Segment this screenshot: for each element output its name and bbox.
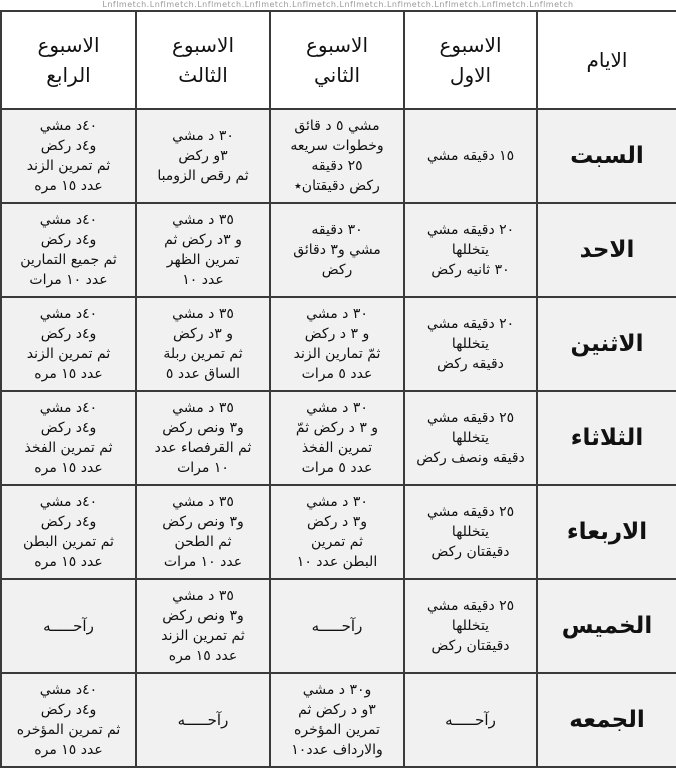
week-1-cell: ٢٥ دقيقه مشي يتخللها دقيقه ونصف ركض (404, 391, 537, 485)
header-week-2-line2: الثاني (313, 63, 360, 87)
week-3-cell: ٣٥ د مشي و ٣د ركض ثم تمرين ربلة الساق عدد ٥ (136, 297, 270, 391)
week-1-cell: ٢٠ دقيقه مشي يتخللها ٣٠ ثانيه ركض (404, 203, 537, 297)
week-3-cell: رآحـــــه (136, 673, 270, 767)
header-week-1 (404, 11, 537, 109)
table-row (1, 485, 676, 579)
table-row (1, 579, 676, 673)
header-week-3-line1: الاسبوع (171, 33, 235, 57)
week-2-cell: ٣٠ د مشي و ٣ د ركض ثمّ تمرين الفخذ عدد ٥ مرات (270, 391, 404, 485)
header-week-1-line2: الاول (449, 63, 492, 87)
day-cell: الخميس (537, 579, 676, 673)
header-week-4-line2: الرابع (46, 63, 91, 87)
header-week-2-line1: الاسبوع (305, 33, 369, 57)
day-cell: الاثنين (537, 297, 676, 391)
week-4-cell: ٤٠د مشي و٤د ركض ثم تمرين الفخذ عدد ١٥ مره (1, 391, 136, 485)
week-4-cell: رآحـــــه (1, 579, 136, 673)
table-row (1, 203, 676, 297)
day-cell: السبت (537, 109, 676, 203)
week-4-cell: ٤٠د مشي و٤د ركض ثم تمرين البطن عدد ١٥ مره (1, 485, 136, 579)
table-row (1, 673, 676, 767)
week-2-cell: رآحـــــه (270, 579, 404, 673)
week-2-cell: ٣٠ دقيقه مشي و٣ دقائق ركض (270, 203, 404, 297)
week-1-cell: ٢٠ دقيقه مشي يتخللها دقيقه ركض (404, 297, 537, 391)
workout-schedule-table (0, 10, 676, 768)
header-week-3-line2: الثالث (178, 63, 228, 87)
week-2-cell: ٣٠ د مشي و ٣ د ركض ثمّ تمارين الزند عدد ٥ مرات (270, 297, 404, 391)
week-4-cell: ٤٠د مشي و٤د ركض ثم تمرين الزند عدد ١٥ مره (1, 297, 136, 391)
week-1-cell: ٢٥ دقيقه مشي يتخللها دقيقتان ركض (404, 485, 537, 579)
week-3-cell: ٣٥ د مشي و٣ ونص ركض ثم القرفصاء عدد ١٠ مرات (136, 391, 270, 485)
header-week-4 (1, 11, 136, 109)
week-3-cell: ٣٠ د مشي ٣و ركض ثم رقص الزومبا (136, 109, 270, 203)
week-4-cell: ٤٠د مشي و٤د ركض ثم تمرين المؤخره عدد ١٥ مره (1, 673, 136, 767)
week-1-cell: ١٥ دقيقه مشي (404, 109, 537, 203)
week-2-cell: مشي ٥ د قائق وخطوات سريعه ٢٥ دقيقه ركض دقيقتان٭ (270, 109, 404, 203)
table-row (1, 297, 676, 391)
week-3-cell: ٣٥ د مشي و٣ ونص ركض ثم الطحن عدد ١٠ مرات (136, 485, 270, 579)
day-cell: الجمعه (537, 673, 676, 767)
header-week-2 (270, 11, 404, 109)
table-row (1, 391, 676, 485)
day-cell: الثلاثاء (537, 391, 676, 485)
header-week-3 (136, 11, 270, 109)
week-4-cell: ٤٠د مشي و٤د ركض ثم جميع التمارين عدد ١٠ مرات (1, 203, 136, 297)
header-week-4-line1: الاسبوع (37, 33, 100, 57)
table-row (1, 109, 676, 203)
day-cell: الاحد (537, 203, 676, 297)
week-3-cell: ٣٥ د مشي و٣ ونص ركض ثم تمرين الزند عدد ١٥ مره (136, 579, 270, 673)
week-1-cell: رآحـــــه (404, 673, 537, 767)
watermark-strip: Lnflmetch.Lnflmetch.Lnflmetch.Lnflmetch.Lnflmetch.Lnflmetch.Lnflmetch.Lnflmetch.Lnflmetch.Lnflmetch (0, 0, 676, 10)
week-1-cell: ٢٥ دقيقه مشي يتخللها دقيقتان ركض (404, 579, 537, 673)
week-2-cell: ٣٠ د مشي و٣ د ركض ثم تمرين البطن عدد ١٠ (270, 485, 404, 579)
header-row (1, 11, 676, 109)
day-cell: الاربعاء (537, 485, 676, 579)
week-3-cell: ٣٥ د مشي و ٣د ركض ثم تمرين الظهر عدد ١٠ (136, 203, 270, 297)
week-4-cell: ٤٠د مشي و٤د ركض ثم تمرين الزند عدد ١٥ مره (1, 109, 136, 203)
header-week-1-line1: الاسبوع (439, 33, 502, 57)
week-2-cell: و٣٠ د مشي ٣و د ركض ثم تمرين المؤخره والارداف عدد١٠ (270, 673, 404, 767)
header-days: الايام (537, 11, 676, 109)
